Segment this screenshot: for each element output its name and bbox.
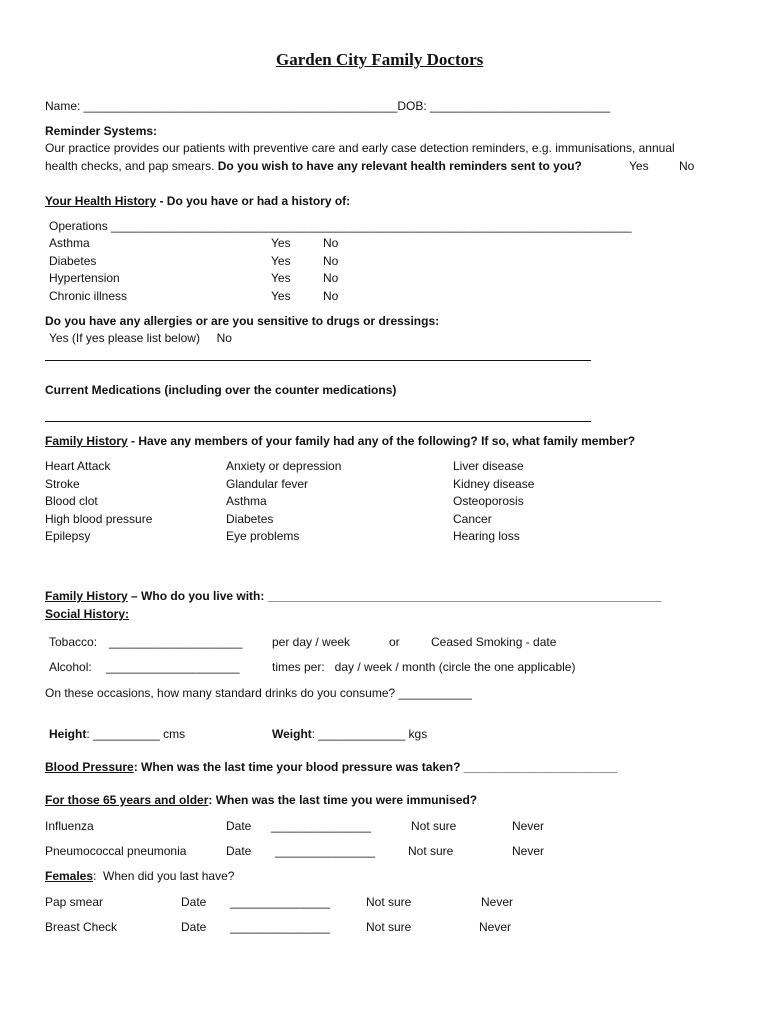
name-dob-field[interactable]: Name: _______________________________________________DOB: ___________________________ (45, 99, 611, 113)
standard-drinks-field[interactable]: On these occasions, how many standard drinks do you consume? ___________ (45, 686, 472, 700)
family-history-question: - Have any members of your family had any of the following? If so, what family member? (127, 434, 636, 448)
never-option[interactable]: Never (479, 920, 512, 934)
condition-yes-option[interactable]: Yes (271, 254, 291, 268)
immunisation-label: Influenza (45, 819, 94, 833)
allergies-options[interactable]: Yes (If yes please list below) No (49, 331, 232, 345)
reminder-text-line2 (45, 159, 582, 173)
screening-label: Breast Check (45, 920, 118, 934)
not-sure-option[interactable]: Not sure (408, 844, 454, 858)
never-option[interactable]: Never (512, 844, 545, 858)
tobacco-rate-label: per day / week (272, 635, 351, 649)
reminder-text-line2-start: health checks, and pap smears. (45, 159, 218, 173)
never-option[interactable]: Never (481, 895, 514, 909)
height-label: Height (49, 727, 87, 741)
reminder-text-line1: Our practice provides our patients with preventive care and early case detection reminders, e.g. immunisations, annual (45, 141, 675, 155)
allergies-list-line[interactable] (45, 360, 591, 361)
immunisation-label: Pneumococcal pneumonia (45, 844, 187, 858)
family-condition[interactable]: Osteoporosis (453, 494, 524, 508)
family-condition[interactable]: High blood pressure (45, 512, 153, 526)
date-field[interactable]: _______________ (230, 920, 331, 934)
family-history-header (45, 434, 635, 448)
condition-yes-option[interactable]: Yes (271, 271, 291, 285)
not-sure-option[interactable]: Not sure (366, 920, 412, 934)
tobacco-or-label: or (389, 635, 400, 649)
over65-heading: For those 65 years and older (45, 793, 209, 807)
family-condition[interactable]: Hearing loss (453, 529, 520, 543)
allergies-question: Do you have any allergies or are you sensitive to drugs or dressings: (45, 314, 440, 328)
living-heading: Family History (45, 589, 128, 603)
over65-header (45, 793, 477, 807)
family-history-heading: Family History (45, 434, 128, 448)
females-header (45, 869, 234, 883)
condition-yes-option[interactable]: Yes (271, 236, 291, 250)
females-question: : When did you last have? (93, 869, 235, 883)
condition-label: Hypertension (49, 271, 120, 285)
family-condition[interactable]: Liver disease (453, 459, 524, 473)
weight-unit: : _____________ kgs (311, 727, 428, 741)
height-unit: : __________ cms (86, 727, 186, 741)
health-history-header (45, 194, 350, 208)
never-option[interactable]: Never (512, 819, 545, 833)
condition-label: Diabetes (49, 254, 97, 268)
family-condition[interactable]: Diabetes (226, 512, 274, 526)
condition-no-option[interactable]: No (323, 289, 339, 303)
weight-field[interactable] (272, 727, 427, 741)
family-condition[interactable]: Kidney disease (453, 477, 535, 491)
family-condition[interactable]: Cancer (453, 512, 492, 526)
date-label: Date (226, 844, 252, 858)
family-condition[interactable]: Eye problems (226, 529, 300, 543)
living-with-field[interactable] (45, 589, 661, 603)
reminder-yes-option[interactable]: Yes (629, 159, 649, 173)
blood-pressure-question: : When was the last time your blood pressure was taken? _______________________ (133, 760, 618, 774)
tobacco-label: Tobacco: (49, 635, 98, 649)
weight-label: Weight (272, 727, 312, 741)
date-field[interactable]: _______________ (275, 844, 376, 858)
reminder-no-option[interactable]: No (679, 159, 695, 173)
family-condition[interactable]: Stroke (45, 477, 80, 491)
over65-question: : When was the last time you were immunised? (208, 793, 478, 807)
condition-yes-option[interactable]: Yes (271, 289, 291, 303)
blood-pressure-field[interactable] (45, 760, 617, 774)
screening-label: Pap smear (45, 895, 104, 909)
living-question: – Who do you live with: ___________________________________________________________ (127, 589, 662, 603)
condition-no-option[interactable]: No (323, 271, 339, 285)
date-label: Date (181, 920, 207, 934)
page-title: Garden City Family Doctors (276, 50, 484, 69)
family-condition[interactable]: Glandular fever (226, 477, 309, 491)
reminder-heading: Reminder Systems: (45, 124, 158, 138)
condition-label: Asthma (49, 236, 90, 250)
alcohol-field[interactable]: ____________________ (106, 660, 240, 674)
alcohol-rate-label[interactable]: times per: day / week / month (circle the one applicable) (272, 660, 576, 674)
not-sure-option[interactable]: Not sure (411, 819, 457, 833)
health-history-subheading: - Do you have or had a history of: (156, 194, 351, 208)
alcohol-label: Alcohol: (49, 660, 92, 674)
date-field[interactable]: _______________ (230, 895, 331, 909)
date-label: Date (226, 819, 252, 833)
condition-no-option[interactable]: No (323, 236, 339, 250)
reminder-question: Do you wish to have any relevant health reminders sent to you? (217, 159, 582, 173)
family-condition[interactable]: Blood clot (45, 494, 98, 508)
family-condition[interactable]: Asthma (226, 494, 267, 508)
condition-no-option[interactable]: No (323, 254, 339, 268)
date-field[interactable]: _______________ (271, 819, 372, 833)
family-condition[interactable]: Epilepsy (45, 529, 91, 543)
health-history-heading: Your Health History (45, 194, 157, 208)
height-field[interactable] (49, 727, 185, 741)
medications-list-line[interactable] (45, 421, 591, 422)
tobacco-field[interactable]: ____________________ (109, 635, 243, 649)
family-condition[interactable]: Anxiety or depression (226, 459, 342, 473)
females-heading: Females (45, 869, 94, 883)
condition-label: Chronic illness (49, 289, 128, 303)
blood-pressure-heading: Blood Pressure (45, 760, 134, 774)
operations-field[interactable]: Operations ______________________________________________________________________________ (49, 219, 632, 233)
family-condition[interactable]: Heart Attack (45, 459, 111, 473)
social-history-heading: Social History: (45, 607, 130, 621)
date-label: Date (181, 895, 207, 909)
medications-heading: Current Medications (including over the counter medications) (45, 383, 397, 397)
ceased-smoking-label[interactable]: Ceased Smoking - date (431, 635, 557, 649)
not-sure-option[interactable]: Not sure (366, 895, 412, 909)
